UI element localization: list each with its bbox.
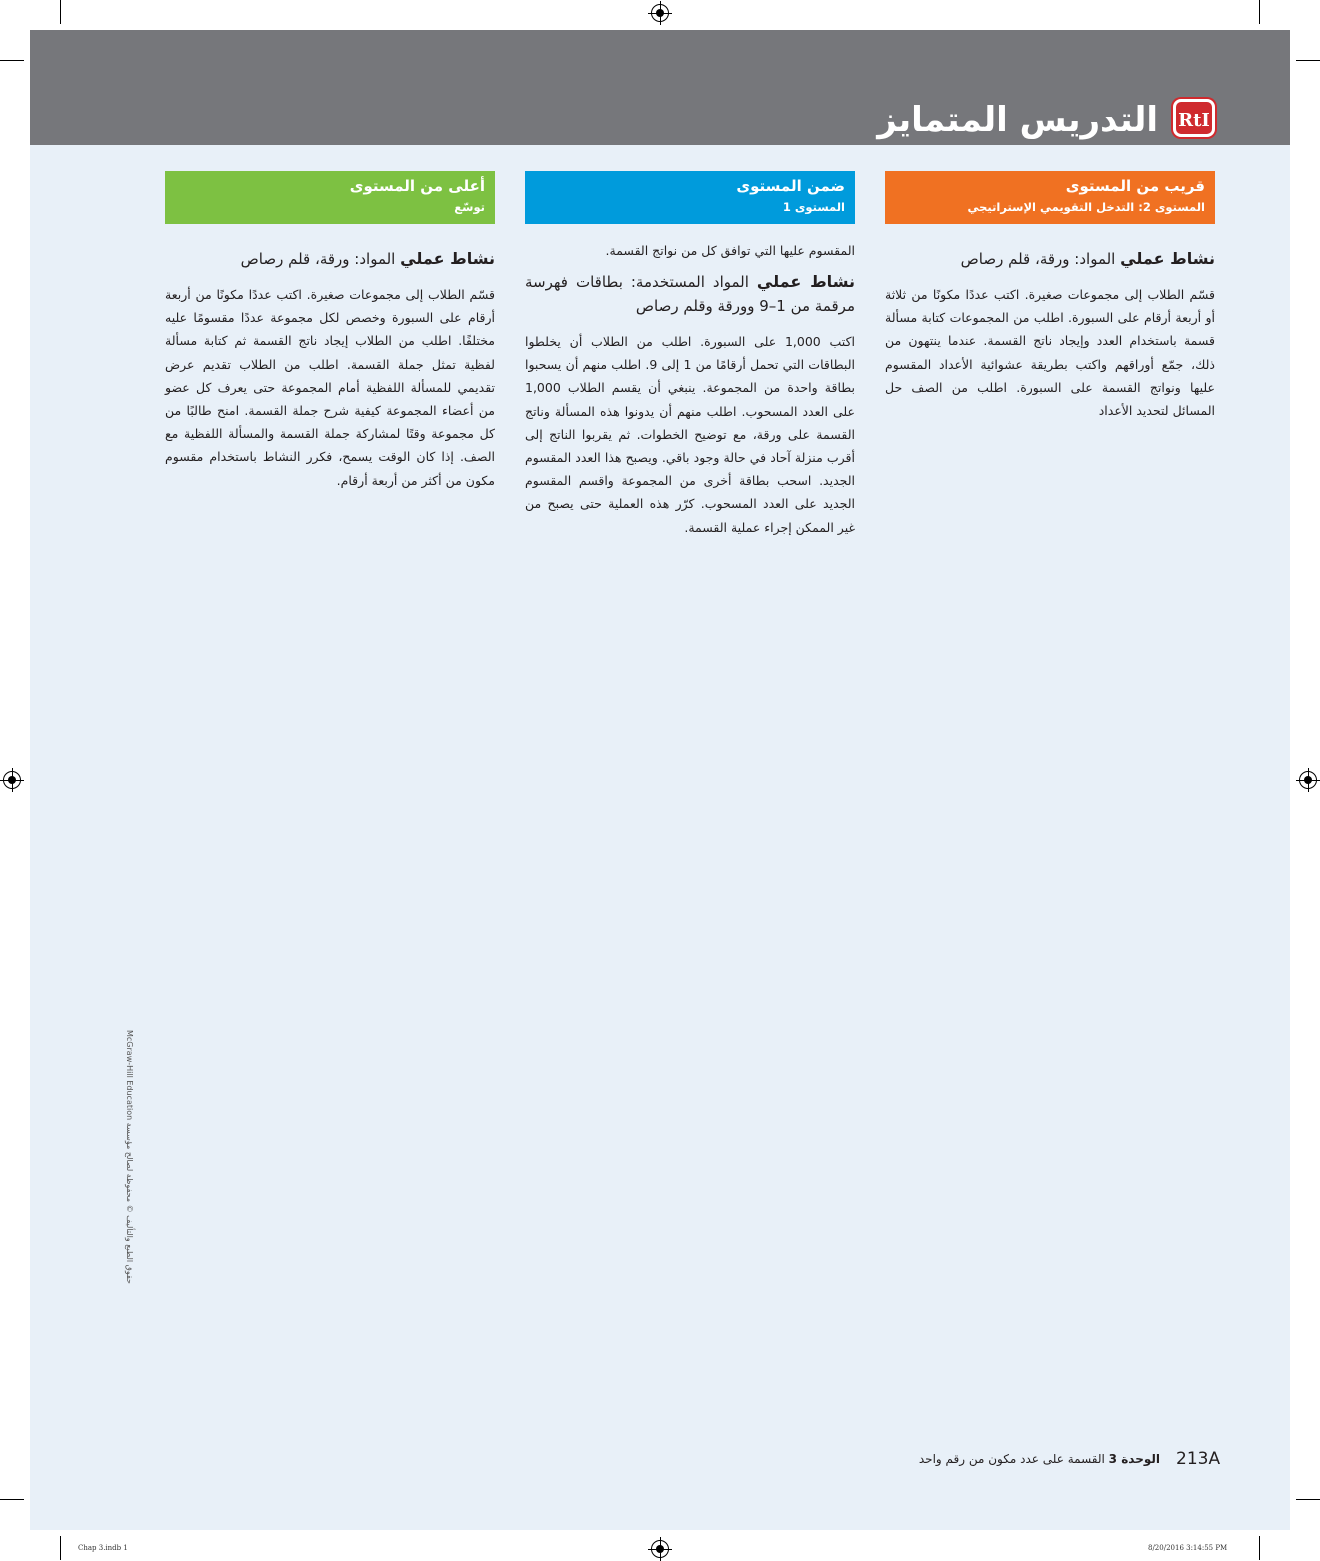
registration-mark-icon — [651, 1540, 669, 1558]
approaching-subheading: المستوى 2: التدخل التقويمي الإستراتيجي — [967, 200, 1205, 214]
materials-text: المواد: ورقة، قلم رصاص — [960, 250, 1116, 268]
crop-mark — [1259, 0, 1260, 24]
crop-mark — [0, 60, 24, 61]
on-level-body: اكتب 1,000 على السبورة. اطلب من الطلاب أن يخلطوا البطاقات التي تحمل أرقامًا من 1 إلى 9. اطلب منهم أن يسحبوا بطاقة واحدة من المجموعة. ينبغي أن يقسم الطلاب 1,000 على العدد المسحوب. اطلب منهم أن يدونوا هذه المسألة وناتج القسمة على ورقة، مع توضيح الخطوات. ثم يقربوا الناتج إلى أقرب منزلة آحاد في حالة وجود باقي. ويصبح هذا العدد المقسوم الجديد. اسحب بطاقة أخرى من المجموعة واقسم المقسوم الجديد على العدد المسحوب. كرّر هذه العملية حتى يصبح من غير الممكن إجراء عملية القسمة. — [525, 334, 855, 535]
approaching-level-header — [885, 171, 1215, 224]
activity-label: نشاط عملي — [400, 249, 495, 268]
on-level-heading: ضمن المستوى — [736, 177, 845, 195]
materials-text: المواد المستخدمة: بطاقات فهرسة مرقمة من 1–9 وورقة وقلم رصاص — [525, 273, 855, 315]
on-level-column — [525, 239, 855, 539]
on-level-subheading: المستوى 1 — [782, 200, 845, 214]
unit-label: الوحدة 3 — [1108, 1452, 1160, 1466]
slug-file: Chap 3.indb 1 — [78, 1544, 128, 1552]
on-level-activity — [525, 270, 855, 318]
beyond-level-header — [165, 171, 495, 224]
approaching-heading: قريب من المستوى — [1065, 177, 1205, 195]
unit-title: القسمة على عدد مكون من رقم واحد — [918, 1452, 1105, 1466]
crop-mark — [0, 1499, 24, 1500]
beyond-activity — [165, 247, 495, 271]
approaching-body: قسّم الطلاب إلى مجموعات صغيرة. اكتب عددًا مكونًا من ثلاثة أو أربعة أرقام على السبورة. اطلب من المجموعات كتابة مسألة قسمة باستخدام العدد وإيجاد ناتج القسمة. عندما ينتهون من ذلك، جمّع أوراقهم واكتب بطريقة عشوائية الأعداد المقسوم عليها ونواتج القسمة على السبورة. اطلب من الصف حل المسائل لتحديد الأعداد — [885, 287, 1215, 419]
page-number: 213A — [1176, 1449, 1221, 1469]
crop-mark — [1296, 1499, 1320, 1500]
registration-mark-icon — [651, 4, 669, 22]
footer-unit — [919, 1452, 1160, 1466]
activity-label: نشاط عملي — [756, 272, 855, 291]
registration-mark-icon — [1299, 771, 1317, 789]
crop-mark — [60, 0, 61, 24]
on-level-header — [525, 171, 855, 224]
on-level-continued: المقسوم عليها التي توافق كل من نواتج القسمة. — [605, 243, 855, 258]
approaching-activity — [885, 247, 1215, 271]
beyond-body: قسّم الطلاب إلى مجموعات صغيرة. اكتب عددًا مكونًا من أربعة أرقام على السبورة وخصص لكل مجموعة عددًا مقسومًا عليه مختلفًا. اطلب من الطلاب إيجاد ناتج القسمة ثم كتابة مسألة لفظية تمثل جملة القسمة. اطلب من الطلاب تقديم عرض تقديمي للمسألة اللفظية أمام المجموعة حتى يعرف كل عضو من أعضاء المجموعة كيفية شرح جملة القسمة. امنح طالبًا من كل مجموعة وقتًا لمشاركة جملة القسمة والمسألة اللفظية مع الصف. إذا كان الوقت يسمح، فكرر النشاط باستخدام مقسوم مكون من أكثر من أربعة أرقام. — [165, 287, 495, 488]
materials-text: المواد: ورقة، قلم رصاص — [240, 250, 396, 268]
approaching-column — [885, 247, 1215, 422]
slug-timestamp: 8/20/2016 3:14:55 PM — [1148, 1544, 1228, 1552]
crop-mark — [1259, 1536, 1260, 1560]
crop-mark — [60, 1536, 61, 1560]
activity-label: نشاط عملي — [1120, 249, 1215, 268]
beyond-column — [165, 247, 495, 492]
rti-badge-icon: RtI — [1173, 99, 1215, 137]
registration-mark-icon — [3, 771, 21, 789]
beyond-subheading: توسّع — [454, 200, 485, 214]
beyond-heading: أعلى من المستوى — [349, 177, 485, 195]
copyright-notice: حقوق الطبع والتأليف © محفوظة لصالح مؤسسة McGraw-Hill Education — [125, 1030, 134, 1284]
page-title: التدريس المتمايز — [877, 100, 1158, 140]
crop-mark — [1296, 60, 1320, 61]
